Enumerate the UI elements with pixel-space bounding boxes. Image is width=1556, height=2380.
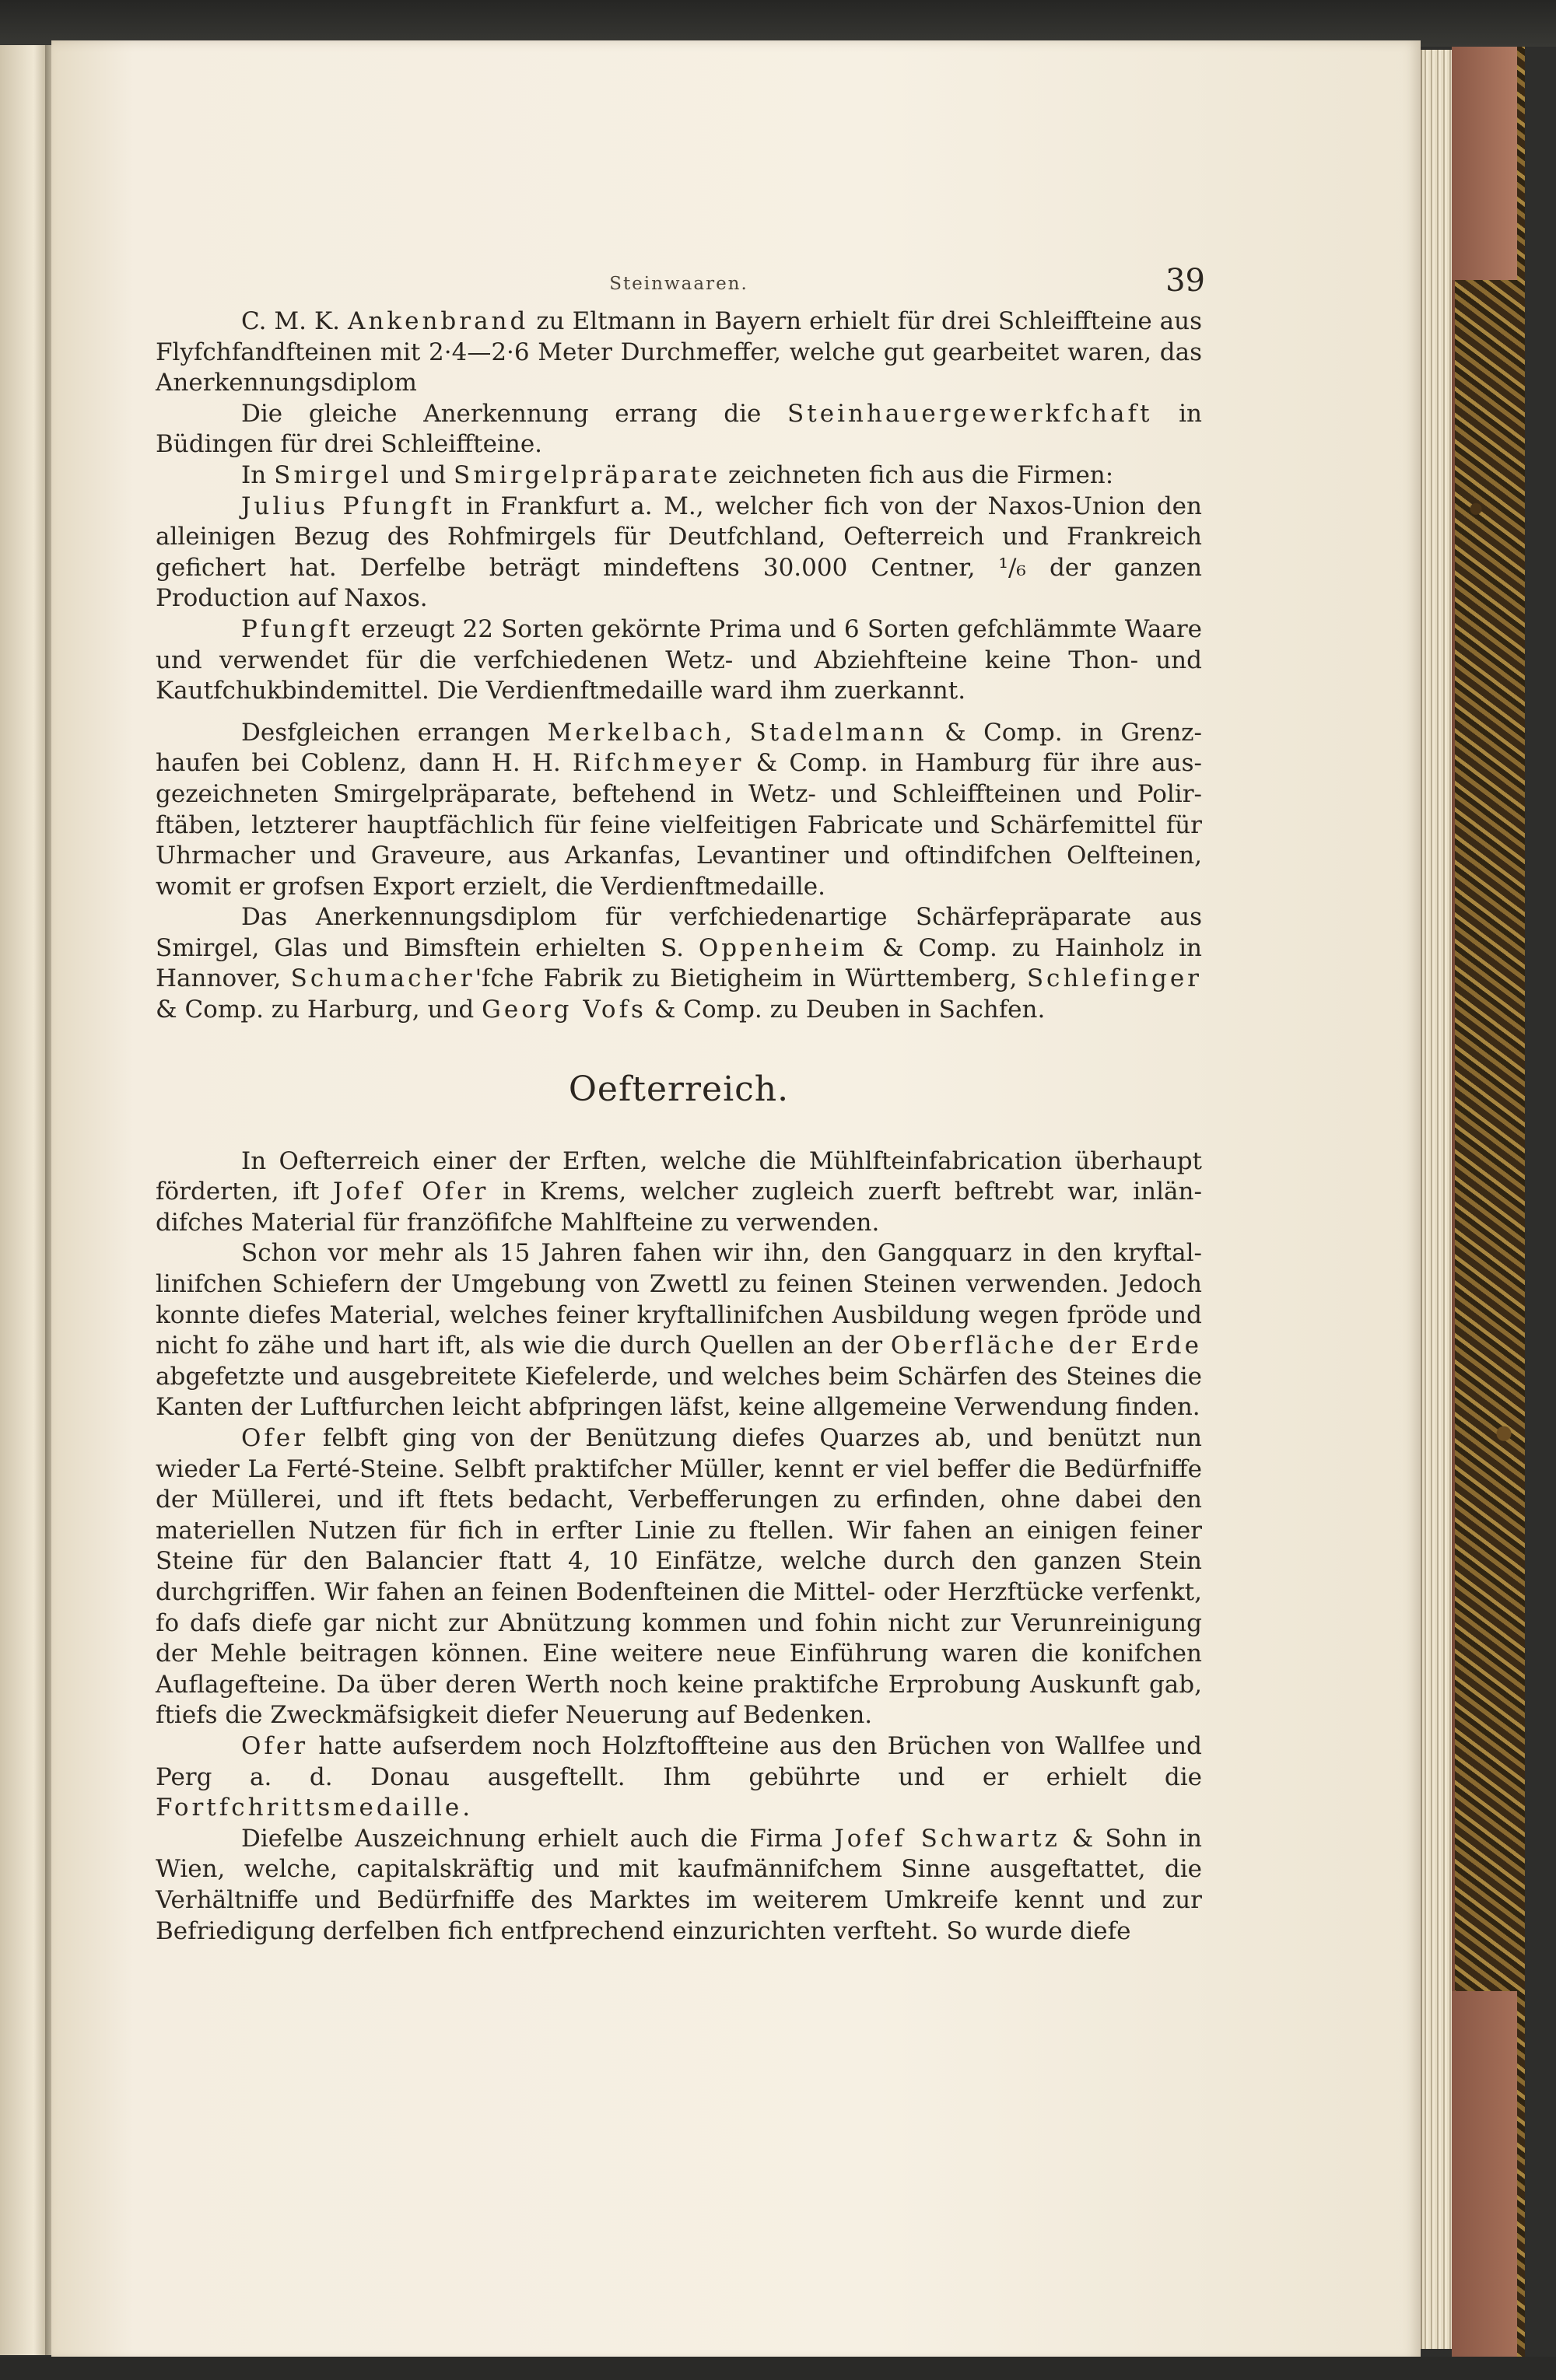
text-run: 'fche Fabrik zu Bietigheim in Württemberg, bbox=[475, 964, 1027, 993]
spaced-name: Ofer bbox=[241, 1424, 309, 1452]
running-head bbox=[156, 263, 1205, 306]
paragraph bbox=[156, 399, 1202, 460]
text-run: hatte aufserdem noch Holzftoffteine aus den Brüchen von Wallfee und Perg a. d. Donau ausgeftellt. Ihm gebührte und er erhielt die bbox=[156, 1731, 1202, 1791]
paragraph bbox=[156, 902, 1202, 1025]
paragraph bbox=[156, 718, 1202, 903]
scan-background-top bbox=[0, 0, 1556, 47]
facing-page-edge bbox=[0, 45, 48, 2355]
text-run: & Sohn in Wien, welche, capitalskräftig und mit kaufmännifchem Sinne ausgeftattet, die Verhältniffe und Bedürfniffe des Marktes im weiterem Umkreife kennt und zur Befriedigung derfelben fich entfprechend einzurichten verfteht. So wurde diefe bbox=[156, 1824, 1202, 1945]
paragraph bbox=[156, 306, 1202, 399]
text-run: zu Eltmann in Bayern erhielt für drei Schleiffteine aus Flyfchfandfteinen mit 2·4—2·6 Meter Durchmeffer, welche gut gearbeitet waren, das Anerkennungsdiplom bbox=[156, 307, 1203, 397]
text-run: in Frankfurt a. M., welcher fich von der Naxos-Union den alleinigen Bezug des Rohfmirgels für Deutfchland, Oefterreich und Frankreich gefichert hat. Derfelbe beträgt mindeftens 30.000 Centner, ¹/₆ der ganzen Production auf Naxos. bbox=[156, 492, 1202, 613]
text-run: felbft ging von der Benützung diefes Quarzes ab, und benützt nun wieder La Ferté-Steine. Selbft praktifcher Müller, kennt er viel beffer die Bedürfniffe der Müllerei, und ift ftets bedacht, Verbefferungen zu erfinden, ohne dabei den materiellen Nutzen für fich in erfter Linie zu ftellen. Wir fahen an einigen feiner Steine für den Balancier ftatt 4, 10 Einfätze, welche durch den ganzen Stein durchgriffen. Wir fahen an feinen Bodenfteinen die Mittel- oder Herzftücke verfenkt, fo dafs diefe gar nicht zur Abnützung kommen und fohin nicht zur Verunreinigung der Mehle beitragen können. Eine weitere neue Einführung waren die konifchen Auflagefteine. Da über deren Werth noch keine praktifche Erprobung Auskunft gab, ftiefs die Zweckmäfsigkeit diefer Neuerung auf Bedenken. bbox=[156, 1424, 1202, 1730]
section-heading: Oefterreich. bbox=[568, 1069, 790, 1109]
spaced-name: Smirgel bbox=[274, 460, 392, 489]
paragraphs-before-section bbox=[156, 306, 1202, 1026]
text-run: in Krems, welcher zugleich zuerft beftrebt war, inländifches Material für franzöfifche Mahlfteine zu verwenden. bbox=[156, 1178, 1202, 1237]
page-number: 39 bbox=[1165, 263, 1205, 299]
spaced-name: Ankenbrand bbox=[347, 307, 529, 335]
running-head-title: Steinwaaren. bbox=[609, 274, 748, 294]
text-run: & Comp. in Hamburg für ihre ausgezeichneten Smirgelpräparate, beftehend in Wetz- und Schleiffteinen und Polirftäben, letzterer hauptfächlich für feine vielfeitigen Fabricate und Schärfemittel für Uhrmacher und Graveure, aus Arkanfas, Levantiner und oftindifchen Oelfteinen, womit er grofsen Export erzielt, die Verdienftmedaille. bbox=[156, 749, 1202, 901]
text-run: In Oefterreich einer der Erften, welche die Mühlfteinfabrication überhaupt förderten, ift bbox=[156, 1146, 1202, 1206]
spaced-name: Schlefinger bbox=[1026, 964, 1202, 993]
spaced-name: Oppenheim bbox=[698, 933, 867, 962]
text-run: zeichneten fich aus die Firmen: bbox=[720, 460, 1114, 489]
spaced-name: Merkelbach bbox=[547, 718, 725, 747]
spaced-name: Fortfchrittsmedaille bbox=[156, 1794, 463, 1822]
spaced-name: Steinhauergewerkfchaft bbox=[787, 399, 1153, 428]
paragraph bbox=[156, 614, 1202, 707]
page-content bbox=[156, 263, 1205, 1947]
text-run: in Büdingen für drei Schleiffteine. bbox=[156, 399, 1202, 459]
text-run: abgefetzte und ausgebreitete Kiefelerde, und welches beim Schärfen des Steines die Kanten der Luftfurchen leicht abfpringen läfst, keine allgemeine Verwendung finden. bbox=[156, 1362, 1202, 1422]
text-run: In bbox=[241, 460, 275, 489]
text-run: Schon vor mehr als 15 Jahren fahen wir ihn, den Gangquarz in den kryftallinifchen Schiefern der Umgebung von Zwettl zu feinen Steinen verwenden. Jedoch konnte diefes Material, welches feiner kryftallinifchen Ausbildung wegen fpröde und nicht fo zähe und hart ift, als wie die durch Quellen an der bbox=[156, 1239, 1202, 1360]
text-run: Die gleiche Anerkennung errang die bbox=[241, 399, 788, 428]
paragraph bbox=[156, 1731, 1202, 1824]
spaced-name: Jofef Ofer bbox=[333, 1178, 489, 1206]
text-run: Das Anerkennungsdiplom für verfchiedenartige Schärfepräparate aus Smirgel, Glas und Bimsftein erhielten S. bbox=[156, 903, 1202, 962]
spaced-name: Julius Pfungft bbox=[241, 492, 455, 520]
text-run: . bbox=[462, 1794, 471, 1822]
section-paragraphs bbox=[156, 1146, 1202, 1947]
paragraph bbox=[156, 1423, 1202, 1731]
cover-binding-strip-bottom bbox=[1452, 1991, 1517, 2358]
text-run: & Comp. zu Deuben in Sachfen. bbox=[646, 996, 1046, 1024]
paragraph bbox=[156, 1146, 1202, 1239]
text-run: & Comp. in Grenzhaufen bei Coblenz, dann H. H. bbox=[156, 718, 1202, 778]
text-run: & Comp. zu Hainholz in Hannover, bbox=[156, 933, 1202, 993]
spaced-name: Stadelmann bbox=[749, 718, 927, 747]
paragraph bbox=[156, 492, 1202, 614]
spaced-name: Smirgelpräparate bbox=[454, 460, 721, 489]
page-block-edges bbox=[1421, 50, 1455, 2349]
text-run: und bbox=[391, 460, 454, 489]
scan-background-bottom bbox=[0, 2357, 1556, 2380]
spaced-name: Georg Vofs bbox=[482, 996, 647, 1024]
spaced-name: Ofer bbox=[241, 1731, 309, 1760]
text-run: , bbox=[724, 718, 750, 747]
cover-binding-strip-top bbox=[1452, 47, 1517, 280]
spaced-name: Oberfläche der Erde bbox=[890, 1332, 1202, 1360]
text-run: Desfgleichen errangen bbox=[241, 718, 548, 747]
paragraph bbox=[156, 1824, 1202, 1947]
spaced-name: Schumacher bbox=[290, 964, 475, 993]
text-run: Diefelbe Auszeichnung erhielt auch die Firma bbox=[241, 1824, 835, 1853]
text-run: erzeugt 22 Sorten gekörnte Prima und 6 Sorten gefchlämmte Waare und verwendet für die verfchiedenen Wetz- und Abziehfteine keine Thon- und Kautfchukbindemittel. Die Verdienftmedaille ward ihm zuerkannt. bbox=[156, 614, 1202, 705]
paragraph bbox=[156, 460, 1202, 492]
spaced-name: Jofef Schwartz bbox=[834, 1824, 1060, 1853]
text-run: & Comp. zu Harburg, und bbox=[156, 996, 482, 1024]
spaced-name: Pfungft bbox=[241, 614, 354, 643]
spaced-name: Rifchmeyer bbox=[572, 749, 745, 778]
text-run: C. M. K. bbox=[241, 307, 348, 335]
paragraph bbox=[156, 1238, 1202, 1423]
